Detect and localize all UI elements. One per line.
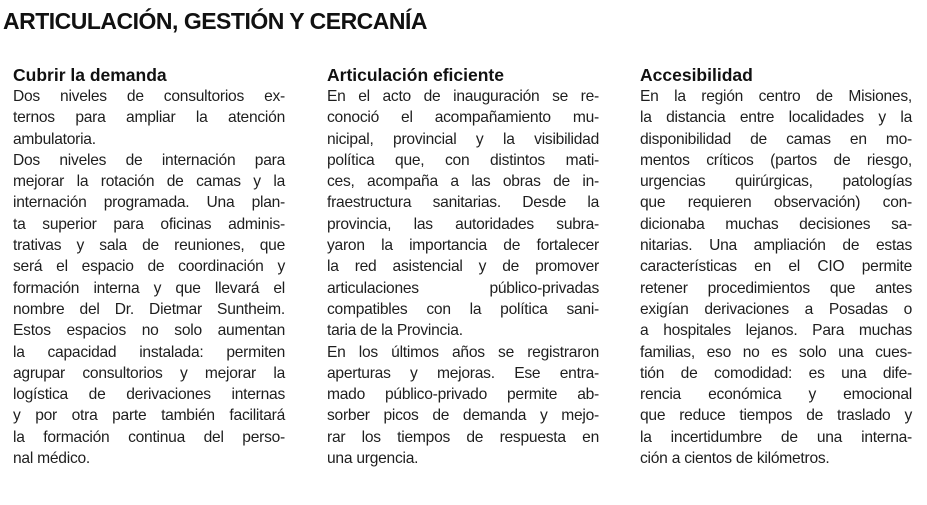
text-line: conoció el acompañamiento mu-: [327, 109, 599, 127]
text-line: política que, con distintos mati-: [327, 151, 599, 169]
paragraph: [13, 150, 285, 469]
text-line: En el acto de inauguración se re-: [327, 88, 599, 105]
column-accesibilidad: [640, 64, 912, 469]
text-line: rencia económica y emocional: [640, 386, 912, 404]
text-line: ta superior para oficinas adminis-: [13, 215, 285, 233]
text-line: ternos para ampliar la atención: [13, 109, 285, 127]
text-line: rar los tiempos de respuesta en: [327, 428, 599, 446]
text-line: taria de la Provincia.: [327, 322, 463, 340]
text-line: nal médico.: [13, 450, 90, 468]
text-line: la red asistencial y de promover: [327, 258, 599, 276]
text-line: dicionaba muchas decisiones sa-: [640, 215, 912, 233]
text-line: nitarias. Una ampliación de estas: [640, 237, 912, 255]
text-line: ambulatoria.: [13, 130, 96, 148]
text-line: agrupar consultorios y mejorar la: [13, 364, 285, 382]
text-line: que reduce tiempos de traslado y: [640, 407, 912, 425]
text-line: nombre del Dr. Dietmar Suntheim.: [13, 300, 285, 318]
text-line: yaron la importancia de fortalecer: [327, 237, 599, 255]
column-articulacion-eficiente: [327, 64, 599, 469]
text-line: será el espacio de coordinación y: [13, 258, 285, 276]
column-title: Cubrir la demanda: [13, 65, 167, 85]
text-line: la incertidumbre de una interna-: [640, 428, 912, 446]
text-line: mejorar la rotación de camas y la: [13, 173, 285, 191]
text-line: que requieren observación) con-: [640, 194, 912, 212]
text-line: sorber picos de demanda y mejo-: [327, 407, 599, 425]
text-line: exigían derivaciones a Posadas o: [640, 300, 912, 318]
text-line: aperturas y mejoras. Ese entra-: [327, 364, 599, 382]
text-line: logística de derivaciones internas: [13, 386, 285, 404]
text-line: Estos espacios no solo aumentan: [13, 322, 285, 340]
column-cubrir-la-demanda: [13, 64, 285, 469]
text-line: y por otra parte también facilitará: [13, 407, 285, 425]
text-line: En la región centro de Misiones,: [640, 88, 912, 105]
paragraph: [13, 86, 285, 150]
text-line: formación interna y que llevará el: [13, 279, 285, 297]
text-line: la formación continua del perso-: [13, 428, 285, 446]
text-line: a hospitales lejanos. Para muchas: [640, 322, 912, 340]
text-line: disponibilidad de camas en mo-: [640, 130, 912, 148]
text-line: mentos críticos (partos de riesgo,: [640, 151, 912, 169]
text-line: internación programada. Una plan-: [13, 194, 285, 212]
text-line: retener procedimientos que antes: [640, 279, 912, 297]
column-title: Accesibilidad: [640, 65, 753, 85]
text-line: nicipal, provincial y la visibilidad: [327, 130, 599, 148]
article-headline: ARTICULACIÓN, GESTIÓN Y CERCANÍA: [3, 8, 428, 34]
text-line: ción a cientos de kilómetros.: [640, 450, 830, 468]
text-line: En los últimos años se registraron: [327, 343, 599, 361]
text-line: trativas y sala de reuniones, que: [13, 237, 285, 255]
paragraph: [640, 86, 912, 469]
text-line: familias, eso no es solo una cues-: [640, 343, 912, 361]
text-line: Dos niveles de internación para: [13, 151, 285, 169]
text-line: mado público-privado permite ab-: [327, 386, 599, 404]
text-line: compatibles con la política sani-: [327, 300, 599, 318]
text-line: Dos niveles de consultorios ex-: [13, 88, 285, 105]
text-line: fraestructura sanitarias. Desde la: [327, 194, 599, 212]
paragraph: [327, 342, 599, 470]
text-line: una urgencia.: [327, 450, 419, 468]
paragraph: [327, 86, 599, 342]
text-line: la distancia entre localidades y la: [640, 109, 912, 127]
text-line: la capacidad instalada: permiten: [13, 343, 285, 361]
text-line: urgencias quirúrgicas, patologías: [640, 173, 912, 191]
text-line: tión de comodidad: es una dife-: [640, 364, 912, 382]
text-line: articulaciones público-privadas: [327, 279, 599, 297]
text-line: provincia, las autoridades subra-: [327, 215, 599, 233]
column-title: Articulación eficiente: [327, 65, 504, 85]
text-line: ces, acompaña a las obras de in-: [327, 173, 599, 191]
text-line: características en el CIO permite: [640, 258, 912, 276]
